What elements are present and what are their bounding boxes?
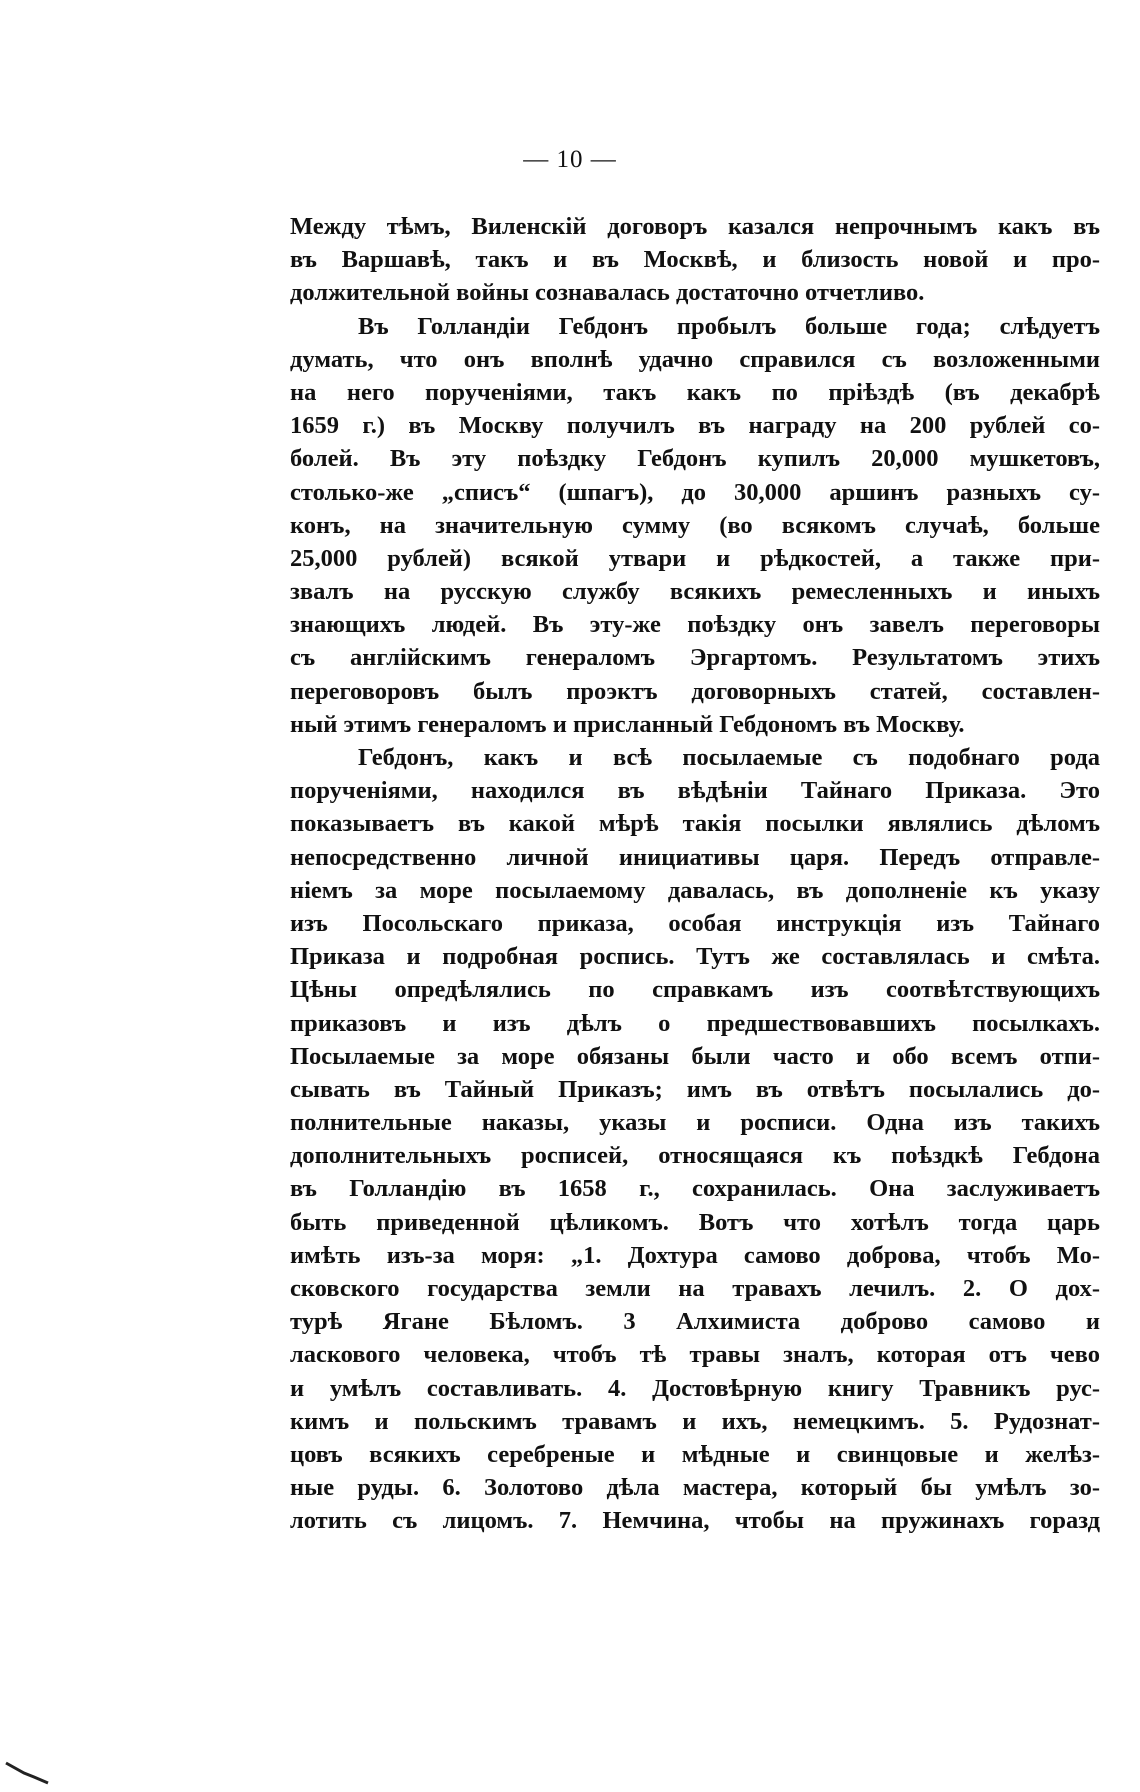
text-line: ніемъ за море посылаемому давалась, въ дополненіе къ указу	[290, 876, 1100, 904]
text-line: съ англійскимъ генераломъ Эргартомъ. Результатомъ этихъ	[290, 644, 1100, 672]
text-line: изъ Посольскаго приказа, особая инструкція изъ Тайнаго	[290, 909, 1100, 937]
text-line: дополнительныхъ росписей, относящаяся къ поѣздкѣ Гебдона	[290, 1142, 1100, 1170]
text-line: Приказа и подробная роспись. Тутъ же составлялась и смѣта.	[290, 943, 1100, 971]
text-line: 1659 г.) въ Москву получилъ въ награду на 200 рублей со-	[290, 412, 1100, 440]
text-line: конъ, на значительную сумму (во всякомъ случаѣ, больше	[290, 511, 1100, 539]
text-line: непосредственно личной инициативы царя. Передъ отправле-	[290, 843, 1100, 871]
text-line: знающихъ людей. Въ эту-же поѣздку онъ завелъ переговоры	[290, 611, 1100, 639]
text-line: показываетъ въ какой мѣрѣ такія посылки являлись дѣломъ	[290, 810, 1100, 838]
text-line: на него порученіями, такъ какъ по пріѣздѣ (въ декабрѣ	[290, 378, 1100, 406]
text-line: Въ Голландіи Гебдонъ пробылъ больше года; слѣдуетъ	[358, 312, 1100, 340]
text-line: имѣть изъ-за моря: „1. Дохтура самово доброва, чтобъ Мо-	[290, 1241, 1100, 1269]
page-number: — 10 —	[523, 146, 617, 173]
text-line: Посылаемые за море обязаны были часто и обо всемъ отпи-	[290, 1042, 1100, 1070]
text-line: столько-же „списъ“ (шпагъ), до 30,000 аршинъ разныхъ су-	[290, 478, 1100, 506]
text-line: въ Голландію въ 1658 г., сохранилась. Она заслуживаетъ	[290, 1175, 1100, 1203]
text-line: быть приведенной цѣликомъ. Вотъ что хотѣлъ тогда царь	[290, 1208, 1100, 1236]
text-line: звалъ на русскую службу всякихъ ремесленныхъ и иныхъ	[290, 578, 1100, 606]
text-line: цовъ всякихъ серебреные и мѣдные и свинцовые и желѣз-	[290, 1440, 1100, 1468]
text-line: полнительные наказы, указы и росписи. Одна изъ такихъ	[290, 1109, 1100, 1137]
text-line: лотить съ лицомъ. 7. Немчина, чтобы на пружинахъ горазд	[290, 1507, 1100, 1535]
text-line: сывать въ Тайный Приказъ; имъ въ отвѣтъ посылались до-	[290, 1075, 1100, 1103]
text-line: думать, что онъ вполнѣ удачно справился съ возложенными	[290, 345, 1100, 373]
text-line: турѣ Ягане Бѣломъ. 3 Алхимиста доброво самово и	[290, 1308, 1100, 1336]
text-line: приказовъ и изъ дѣлъ о предшествовавшихъ посылкахъ.	[290, 1009, 1100, 1037]
text-line: Гебдонъ, какъ и всѣ посылаемые съ подобнаго рода	[358, 744, 1100, 771]
text-line: 25,000 рублей) всякой утвари и рѣдкостей, а также при-	[290, 544, 1100, 572]
text-line: сковского государства земли на травахъ лечилъ. 2. О дох-	[290, 1275, 1100, 1302]
scan-corner-mark	[4, 1755, 54, 1785]
text-line: въ Варшавѣ, такъ и въ Москвѣ, и близость новой и про-	[290, 246, 1100, 274]
text-line: Между тѣмъ, Виленскій договоръ казался непрочнымъ какъ въ	[290, 213, 1100, 240]
text-line: кимъ и польскимъ травамъ и ихъ, немецкимъ. 5. Рудознат-	[290, 1407, 1100, 1435]
text-line: болей. Въ эту поѣздку Гебдонъ купилъ 20,000 мушкетовъ,	[290, 445, 1100, 473]
text-line: ный этимъ генераломъ и присланный Гебдономъ въ Москву.	[290, 710, 965, 738]
text-line: ласкового человека, чтобъ тѣ травы зналъ, которая отъ чево	[290, 1341, 1100, 1369]
text-line: порученіями, находился въ вѣдѣніи Тайнаго Приказа. Это	[290, 777, 1100, 805]
text-line: ные руды. 6. Золотово дѣла мастера, который бы умѣлъ зо-	[290, 1474, 1100, 1502]
text-line: и умѣлъ составливать. 4. Достовѣрную книгу Травникъ рус-	[290, 1374, 1100, 1402]
text-line: должительной войны сознавалась достаточно отчетливо.	[290, 279, 925, 307]
text-line: переговоровъ былъ проэктъ договорныхъ статей, составлен-	[290, 677, 1100, 705]
body-text	[290, 210, 1100, 1538]
text-line: Цѣны опредѣлялись по справкамъ изъ соотвѣтствующихъ	[290, 976, 1100, 1004]
